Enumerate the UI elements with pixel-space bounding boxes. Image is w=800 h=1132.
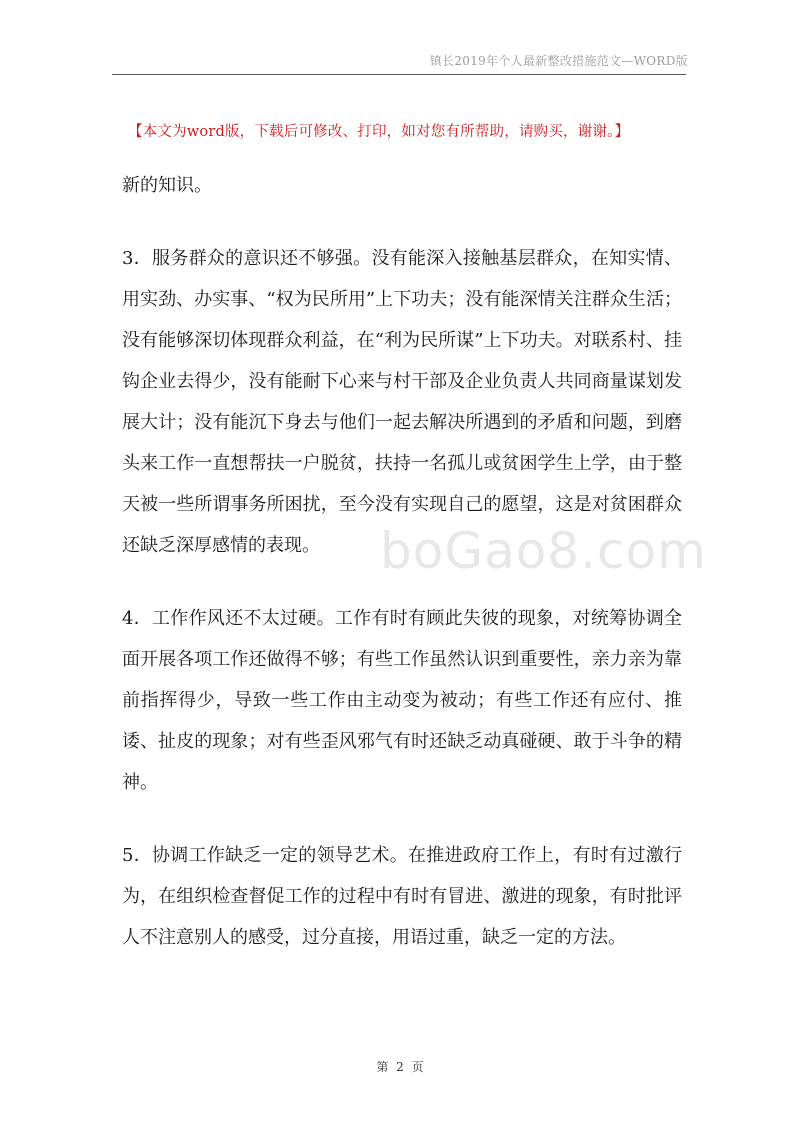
page-footer: [0, 1058, 800, 1075]
header-divider: [112, 74, 686, 75]
paragraph-item-5: 5．协调工作缺乏一定的领导艺术。在推进政府工作上，有时有过激行为，在组织检查督促工作的过程中有时有冒进、激进的现象，有时批评人不注意别人的感受，过分直接，用语过重，缺乏一定的方法。: [122, 845, 682, 948]
document-header-title: 镇长2019年个人最新整改措施范文—WORD版: [429, 54, 688, 68]
watermark: boGao8.com: [380, 522, 707, 580]
document-body: [122, 165, 682, 958]
purchase-notice: 【本文为word版，下载后可修改、打印，如对您有所帮助，请购买，谢谢。】: [128, 124, 630, 140]
paragraph-item-4: 4．工作作风还不太过硬。工作有时有顾此失彼的现象，对统筹协调全面开展各项工作还做得不够；有些工作虽然认识到重要性，亲力亲为靠前指挥得少，导致一些工作由主动变为被动；有些工作还有应付、推诿、扯皮的现象；对有些歪风邪气有时还缺乏动真碰硬、敢于斗争的精神。: [122, 608, 682, 793]
page-suffix: 页: [411, 1060, 424, 1074]
page-prefix: 第: [376, 1060, 389, 1074]
paragraph-continuation: 新的知识。: [122, 175, 212, 196]
page-number: 2: [396, 1060, 404, 1074]
paragraph-item-3: 3．服务群众的意识还不够强。没有能深入接触基层群众，在知实情、用实劲、办实事、“权为民所用”上下功夫；没有能深情关注群众生活；没有能够深切体现群众利益，在“利为民所谋”上下功夫。对联系村、挂钩企业去得少，没有能耐下心来与村干部及企业负责人共同商量谋划发展大计；没有能沉下身去与他们一起去解决所遇到的矛盾和问题，到磨头来工作一直想帮扶一户脱贫，扶持一名孤儿或贫困学生上学，由于整天被一些所谓事务所困扰，至今没有实现自己的愿望，这是对贫困群众还缺乏深厚感情的表现。: [122, 248, 682, 556]
